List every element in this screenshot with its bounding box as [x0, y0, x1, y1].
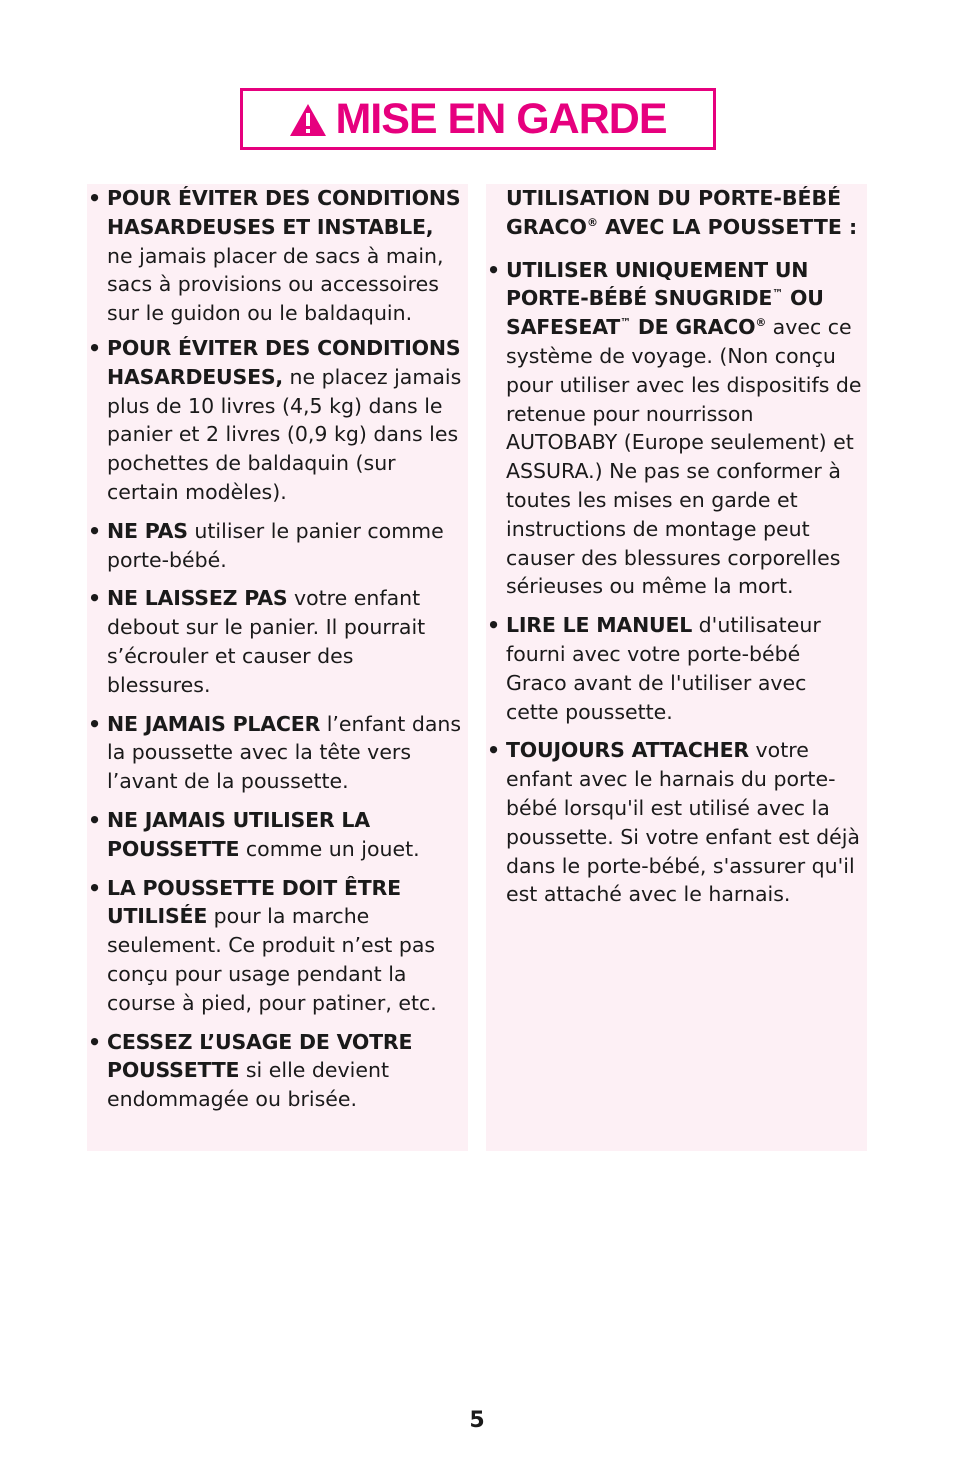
heading-text: UTILISATION DU PORTE-BÉBÉ GRACO [506, 186, 842, 239]
warning-bold: POUR ÉVITER DES CONDITIONS HASARDEUSES, [107, 335, 461, 389]
warning-bold: NE JAMAIS PLACER [107, 711, 321, 736]
warning-item [87, 1028, 463, 1114]
warning-bold: LA POUSSETTE DOIT ÊTRE UTILISÉE [107, 875, 401, 929]
bullet: • [88, 875, 102, 900]
bullet: • [88, 711, 102, 736]
warning-bold: NE PAS [107, 518, 188, 543]
bullet: • [88, 807, 102, 832]
warning-item [486, 611, 862, 726]
bold-part: UTILISER UNIQUEMENT UN PORTE-BÉBÉ SNUGRIDE [506, 257, 809, 311]
left-warning-column [87, 184, 468, 1151]
warning-text: ne placez jamais plus de 10 livres (4,5 kg) dans le panier et 2 livres (0,9 kg) dans les pochettes de baldaquin (sur certain modèles). [107, 364, 462, 504]
warning-bold: LIRE LE MANUEL [506, 613, 693, 638]
warning-text: avec ce système de voyage. (Non conçu pour utiliser avec les dispositifs de retenue pour nourrisson AUTOBABY (Europe seulement) et ASSURA.) Ne pas se conformer à toutes les mises en garde et instructions de montage peut causer des blessures corporelles sérieuses ou même la mort. [506, 315, 862, 599]
warning-text: votre enfant debout sur le panier. Il pourrait s’écrouler et causer des blessures. [107, 586, 426, 697]
bullet: • [88, 518, 102, 543]
warning-item [87, 874, 463, 1018]
banner-title: MISE EN GARDE [335, 94, 667, 143]
warning-text: utiliser le panier comme porte-bébé. [107, 518, 444, 572]
warning-bold: CESSEZ L’USAGE DE VOTRE POUSSETTE [107, 1029, 413, 1083]
warning-item [87, 806, 463, 864]
warning-text: votre enfant avec le harnais du porte-bébé lorsqu'il est utilisé avec la poussette. Si votre enfant est déjà dans le porte-bébé, s'assurer qu'il est attaché avec le harnais. [506, 738, 860, 907]
right-warning-column [486, 184, 867, 1151]
warning-item [486, 736, 862, 909]
bullet: • [88, 186, 102, 210]
warning-bold: TOUJOURS ATTACHER [506, 738, 750, 763]
trademark-mark: ™ [772, 287, 784, 301]
bullet: • [88, 1029, 102, 1054]
warning-bold: NE JAMAIS UTILISER LA POUSSETTE [107, 807, 370, 861]
warning-text: si elle devient endommagée ou brisée. [107, 1058, 389, 1112]
bold-part: DE GRACO [630, 315, 756, 340]
page-number: 5 [469, 1408, 485, 1433]
warning-item [87, 184, 463, 328]
bullet: • [487, 738, 501, 763]
warning-item [87, 584, 463, 699]
warning-text: l’enfant dans la poussette avec la tête vers l’avant de la poussette. [107, 711, 462, 794]
warning-text: pour la marche seulement. Ce produit n’est pas conçu pour usage pendant la course à pied, pour patiner, etc. [107, 904, 437, 1015]
trademark-mark: ™ [620, 316, 631, 330]
carrier-section-heading [486, 184, 867, 242]
registered-mark: ® [586, 215, 598, 229]
warning-text: ne jamais placer de sacs à main, sacs à provisions ou accessoires sur le guidon ou le baldaquin. [107, 243, 444, 326]
bullet: • [88, 586, 102, 611]
warning-item [87, 710, 463, 796]
warning-text: comme un jouet. [239, 836, 420, 861]
registered-mark: ® [755, 316, 767, 330]
warning-banner [240, 88, 716, 150]
heading-text: AVEC LA POUSSETTE : [597, 214, 858, 239]
warning-triangle-icon [289, 103, 327, 137]
warning-item [486, 256, 862, 602]
warning-item [87, 334, 463, 507]
warning-text: d'utilisateur fourni avec votre porte-bébé Graco avant de l'utiliser avec cette poussette. [506, 613, 821, 724]
warning-bold: POUR ÉVITER DES CONDITIONS HASARDEUSES ET INSTABLE, [107, 186, 461, 239]
bullet: • [487, 257, 501, 282]
bold-part: OU SAFESEAT [506, 286, 824, 340]
warning-bold: NE LAISSEZ PAS [107, 586, 288, 611]
bullet: • [88, 335, 102, 360]
bullet: • [487, 613, 501, 638]
warning-item [87, 517, 463, 575]
